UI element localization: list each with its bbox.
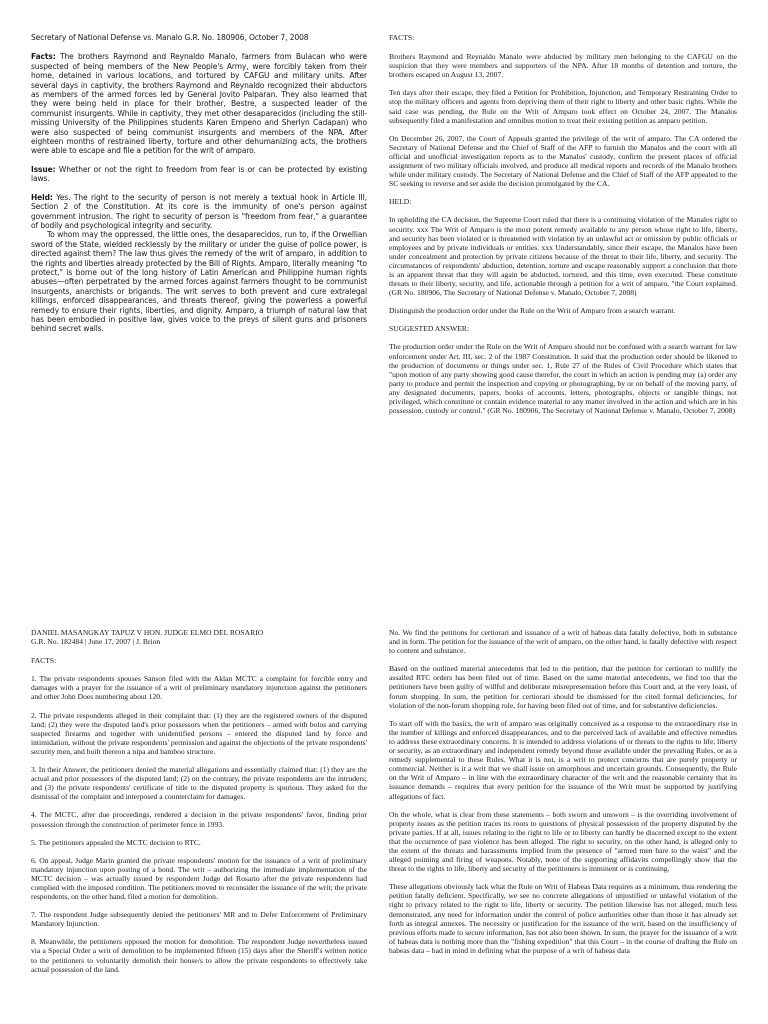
paragraph: In upholding the CA decision, the Supreme Court ruled that there is a continuing violation of the Manalos right to security. xxx The Writ of Amparo is the most potent remedy available to any person whose right to life, liberty, and security has been violated or is threatened with violation by an unlawful act or omission by public officials or employees and by private individuals or entities. xxx Understandably, since their escape, the Manalos have been under concealment and protection by private citizens because of the threat to their life, liberty, and security. The circumstances of respondents' abduction, detention, torture and escape reasonably support a conclusion that there is an apparent threat that they will again be abducted, tortured, and this time, even executed. These constitute threats to their liberty, security, and life, actionable through a petition for a writ of amparo, "the Court explained. (GR No. 180906, The Secretary of National Defense v. Manalo, October 7, 2008) bbox=[389, 215, 737, 298]
paragraph: 5. The petitioners appealed the MCTC decision to RTC. bbox=[31, 837, 201, 847]
paragraph: 1. The private respondents spouses Sanson filed with the Aklan MCTC a complaint for forcible entry and damages with a prayer for the issuance of a writ of preliminary mandatory injunction against the petitioners and other John Does numbering about 120. bbox=[31, 674, 367, 702]
issue-label: Issue: bbox=[31, 164, 56, 174]
paragraph: Ten days after their escape, they filed a Petition for Prohibition, Injunction, and Temporary Restraining Order to stop the military officers and agents from depriving them of their right to liberty and other basic rights. While the said case was pending, the Rule on the Writ of Amparo took effect on October 24, 2007. The Manalos subsequently filed a manifestation and omnibus motion to treat their existing petition as amparo petition. bbox=[389, 88, 737, 125]
paragraph: Brothers Raymond and Reynaldo Manalo were abducted by military men belonging to the CAFGU on the suspicion that they were members and supporters of the NPA. After 18 months of detention and torture, the brothers escaped on August 13, 2007. bbox=[389, 52, 737, 80]
facts-heading: FACTS: bbox=[31, 656, 57, 666]
facts-paragraph bbox=[31, 52, 367, 155]
suggested-answer-heading: SUGGESTED ANSWER: bbox=[389, 324, 469, 334]
paragraph: 6. On appeal, Judge Marin granted the private respondents' motion for the issuance of a writ of preliminary mandatory injunction upon posting of a bond. The writ – authorizing the immediate implementation of the MCTC decision – was actually issued by respondent Judge del Rosario after the private respondents had complied with the imposed condition. The petitioners moved to reconsider the issuance of the writ; the private respondents, on the other hand, filed a motion for demolition. bbox=[31, 855, 367, 902]
bottom-left-column bbox=[31, 628, 367, 983]
paragraph: On December 26, 2007, the Court of Appeals granted the privilege of the writ of amparo. The CA ordered the Secretary of National Defense and the Chief of Staff of the AFP to furnish the Manalos and the court with all official and unofficial investigation reports as to the Manalos' custody, confirm the present places of official assignment of two military officials involved, and produce all medical reports and records of the Manalo brothers while under military custody. The Secretary of National Defense and the Chief of Staff of the AFP appealed to the SC seeking to reverse and set aside the decision promulgated by the CA. bbox=[389, 133, 737, 189]
top-left-column bbox=[31, 33, 367, 343]
held-paragraph-2: To whom may the oppressed, the little ones, the desaparecidos, run to, if the Orwellian sword of the State, wielded recklessly by the military or under the guise of police power, is directed against them? The law thus gives the remedy of the writ of amparo, in addition to the rights and liberties already protected by the Bill of Rights. Amparo, literally meaning "to protect," is borne out of the long history of Latin American and Philippine human rights abuses—often perpetrated by the armed forces against farmers thought to be communist insurgents, anarchists or brigands. The writ serves to both prevent and cure extralegal killings, enforced disappearances, and threats thereof, giving the powerless a powerful remedy to ensure their rights, liberties, and dignity. Amparo, a triumph of natural law that has been embodied in positive law, gives voice to the preys of silent guns and prisoners behind secret walls. bbox=[31, 230, 367, 334]
question: Distinguish the production order under the Rule on the Writ of Amparo from a search warrant. bbox=[389, 306, 676, 316]
case-citation: G.R. No. 182484 | June 17, 2007 | J. Brion bbox=[31, 637, 161, 647]
case-title: Secretary of National Defense vs. Manalo G.R. No. 180906, October 7, 2008 bbox=[31, 33, 309, 42]
bottom-right-column bbox=[389, 628, 737, 964]
paragraph: 7. The respondent Judge subsequently denied the petitioners' MR and to Defer Enforcement of Preliminary Mandatory Injunction. bbox=[31, 910, 367, 929]
held-heading: HELD: bbox=[389, 197, 412, 207]
held-paragraph bbox=[31, 193, 367, 231]
held-text: Yes. The right to the security of person is not merely a textual hook in Article III, Section 2 of the Constitution. At its core is the immunity of one's person against government intrusion. The right to security of person is "freedom from fear," a guarantee of bodily and psychological integrity and security. bbox=[31, 192, 367, 230]
issue-text: Whether or not the right to freedom from fear is or can be protected by existing laws. bbox=[31, 164, 367, 184]
facts-heading: FACTS: bbox=[389, 33, 415, 42]
issue-paragraph bbox=[31, 165, 367, 184]
paragraph: Based on the outlined material antecedents that led to the petition, that the petition for certiorari to nullify the assailed RTC orders has been filed out of time. Based on the same material antecedents, we find too that the petitioners have been guilty of willful and deliberate misrepresentation before this Court and, at the very least, of forum shopping. In sum, the petition for certiorari should be dismissed for the cited formal deficiencies, for violation of the non-forum shopping rule, for having been filed out of time, and for substantive deficiencies. bbox=[389, 664, 737, 710]
paragraph: 8. Meanwhile, the petitioners opposed the motion for demolition. The respondent Judge nevertheless issued via a Special Order a writ of demolition to be implemented fifteen (15) days after the Sheriff's written notice to the petitioners to voluntarily demolish their house/s to allow the private respondents to effectively take actual possession of the land. bbox=[31, 937, 367, 974]
paragraph: The production order under the Rule on the Writ of Amparo should not be confused with a search warrant for law enforcement under Art. III, sec. 2 of the 1987 Constitution. It said that the production order should be likened to the production of documents or things under sec. 1, Rule 27 of the Rules of Civil Procedure which states that "upon motion of any party showing good cause therefor, the court in which an action is pending may (a) order any party to produce and permit the inspection and copying or photographing, by or on behalf of the moving party, of any designated documents, papers, books of accounts, letters, photographs, objects or tangible things, not privileged, which constitute or contain evidence material to any matter involved in the action and which are in his possession, custody or control." (GR No. 180906, The Secretary of National Defense v. Manalo, October 7, 2008) bbox=[389, 342, 737, 416]
paragraph: 2. The private respondents alleged in their complaint that: (1) they are the registered owners of the disputed land; (2) they were the disputed land's prior possessors when the petitioners – armed with bolos and carrying suspected firearms and together with unidentified persons – entered the disputed land by force and intimidation, without the private respondents' permission and against the objections of the private respondents' security men, and built thereon a nipa and bamboo structure. bbox=[31, 710, 367, 756]
facts-label: Facts: bbox=[31, 52, 56, 62]
paragraph: To start off with the basics, the writ of amparo was originally conceived as a response to the extraordinary rise in the number of killings and enforced disappearances, and to the perceived lack of available and effective remedies to address these extraordinary concerns. It is intended to address violations of or threats to the rights to life, liberty or security, as an extraordinary and independent remedy beyond those available under the prevailing Rules, or as a remedy supplemental to these Rules. What it is not, is a writ to protect concerns that are purely property or commercial. Neither is it a writ that we shall issue on amorphous and uncertain grounds. Consequently, the Rule on the Writ of Amparo – in line with the extraordinary character of the writ and the reasonable certainty that its issuance demands – requires that every petition for the issuance of the Writ must be supported by justifying allegations of fact. bbox=[389, 718, 737, 801]
facts-text: The brothers Raymond and Reynaldo Manalo, farmers from Bulacan who were suspected of being members of the New People's Army, were forcibly taken from their home, detained in various locations, and tortured by CAFGU and military units. After several days in captivity, the brothers Raymond and Reynaldo recognized their abductors as members of the armed forces led by General Jovito Palparan. They also learned that they were being held in place for their brother, Bestre, a suspected leader of the communist insurgents. While in captivity, they met other desaparecidos (including the still-missing University of the Philippines students Karen Empeno and Sherlyn Cadapan) who were also suspected of being communist insurgents and members of the NPA. After eighteen months of restrained liberty, torture and other dehumanizing acts, the brothers were able to escape and file a petition for the writ of amparo. bbox=[31, 52, 367, 156]
paragraph: On the whole, what is clear from these statements – both sworn and unsworn – is the overriding involvement of property issues as the petition traces its roots to questions of physical possession of the property disputed by the private parties. If at all, issues relating to the right to life or to liberty can hardly be discerned except to the extent that the occurrence of past violence has been alleged. The right to security, on the other hand, is alleged only to the extent of the threats and harassments implied from the presence of "armed men bare to the waist" and the alleged pointing and firing of weapons. Notably, none of the supporting affidavits compellingly show that the threat to the rights to life, liberty and security of the petitioners is imminent or is continuing. bbox=[389, 809, 737, 874]
paragraph: 4. The MCTC, after due proceedings, rendered a decision in the private respondents' favor, finding prior possession through the construction of perimeter fence in 1993. bbox=[31, 810, 367, 829]
held-label: Held: bbox=[31, 192, 53, 202]
paragraph: 3. In their Answer, the petitioners denied the material allegations and essentially claimed that: (1) they are the actual and prior possessors of the disputed land; (2) on the contrary, the private respondents are the intruders; and (3) the private respondents' certificate of title to the disputed property is spurious. They asked for the dismissal of the complaint and interposed a counterclaim for damages. bbox=[31, 765, 367, 802]
paragraph: These allegations obviously lack what the Rule on Writ of Habeas Data requires as a minimum, thus rendering the petition fatally deficient. Specifically, we see no concrete allegations of unjustified or unlawful violation of the right to privacy related to the right to life, liberty or security. The petition likewise has not alleged, much less demonstrated, any need for information under the control of police authorities other than those it has already set forth as integral annexes. The necessity or justification for the issuance of the writ, based on the insufficiency of previous efforts made to secure information, has not also been shown. In sum, the prayer for the issuance of a writ of habeas data is nothing more than the "fishing expedition" that this Court – in the course of drafting the Rule on habeas data – had in mind in defining what the purpose of a writ of habeas data bbox=[389, 882, 737, 955]
case-title: DANIEL MASANGKAY TAPUZ V HON. JUDGE ELMO DEL ROSARIO bbox=[31, 628, 264, 637]
top-right-column bbox=[389, 33, 737, 424]
paragraph: No. We find the petitions for certiorari and issuance of a writ of habeas data fatally defective, both in substance and in form. The petition for the issuance of the writ of amparo, on the other hand, is fatally defective with respect to content and substance. bbox=[389, 628, 737, 656]
